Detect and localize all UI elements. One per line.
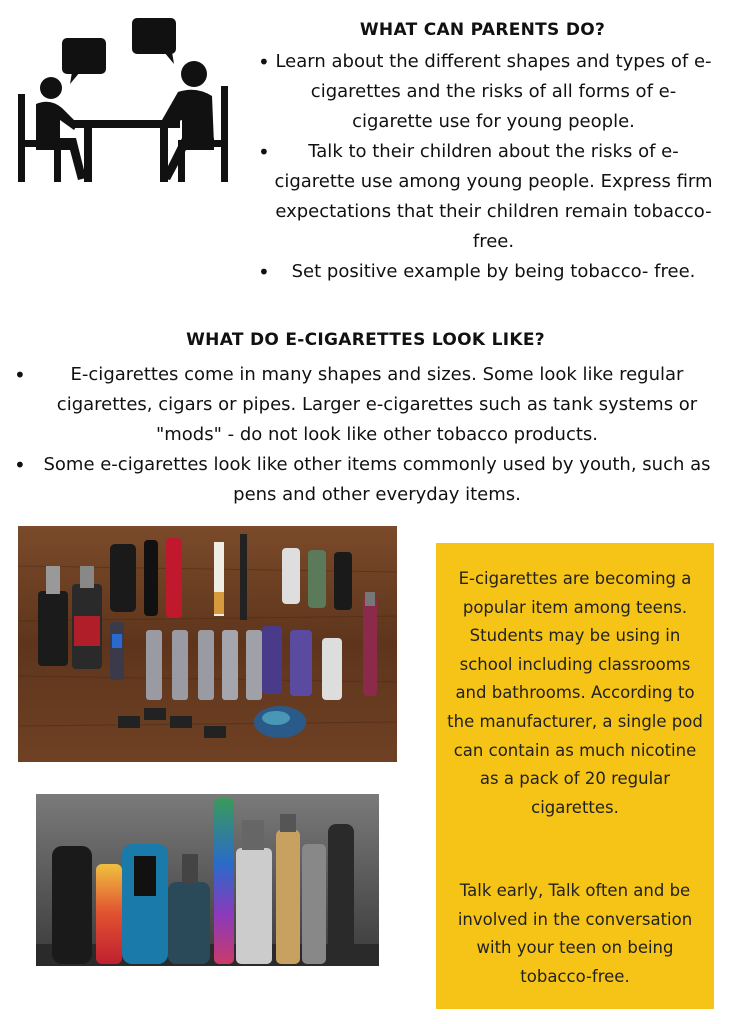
list-item: • E-cigarettes come in many shapes and sizes. Some look like regular cigarettes, cigars or pipes. Larger e-cigarettes such as tank systems or "mods" - do not look like other tobacco products.: [14, 360, 720, 450]
parents-section: [250, 20, 715, 287]
list-item: • Some e-cigarettes look like other items commonly used by youth, such as pens and other everyday items.: [14, 450, 720, 510]
callout-box: [436, 543, 714, 1009]
list-item: • Set positive example by being tobacco- free.: [250, 257, 715, 287]
parents-heading: WHAT CAN PARENTS DO?: [359, 20, 606, 40]
callout-paragraph-1: E-cigarettes are becoming a popular item among teens. Students may be using in school including classrooms and bathrooms. According to the manufacturer, a single pod can contain as much nicotine as a pack of 20 regular cigarettes.: [447, 569, 703, 817]
list-item: • Learn about the different shapes and types of e-cigarettes and the risks of all forms of e-cigarette use for young people.: [250, 47, 715, 137]
look-bullet-list: [14, 360, 720, 510]
look-heading: WHAT DO E-CIGARETTES LOOK LIKE?: [186, 330, 545, 350]
ecig-assortment-photo: [18, 526, 397, 762]
list-item: • Talk to their children about the risks of e-cigarette use among young people. Express firm expectations that their children remain tobacco-free.: [250, 137, 715, 257]
callout-paragraph-2: Talk early, Talk often and be involved in the conversation with your teen on being tobacco-free.: [457, 881, 693, 986]
vape-devices-photo: [36, 794, 379, 966]
parents-bullet-list: [250, 47, 715, 287]
conversation-icon: [14, 16, 232, 188]
